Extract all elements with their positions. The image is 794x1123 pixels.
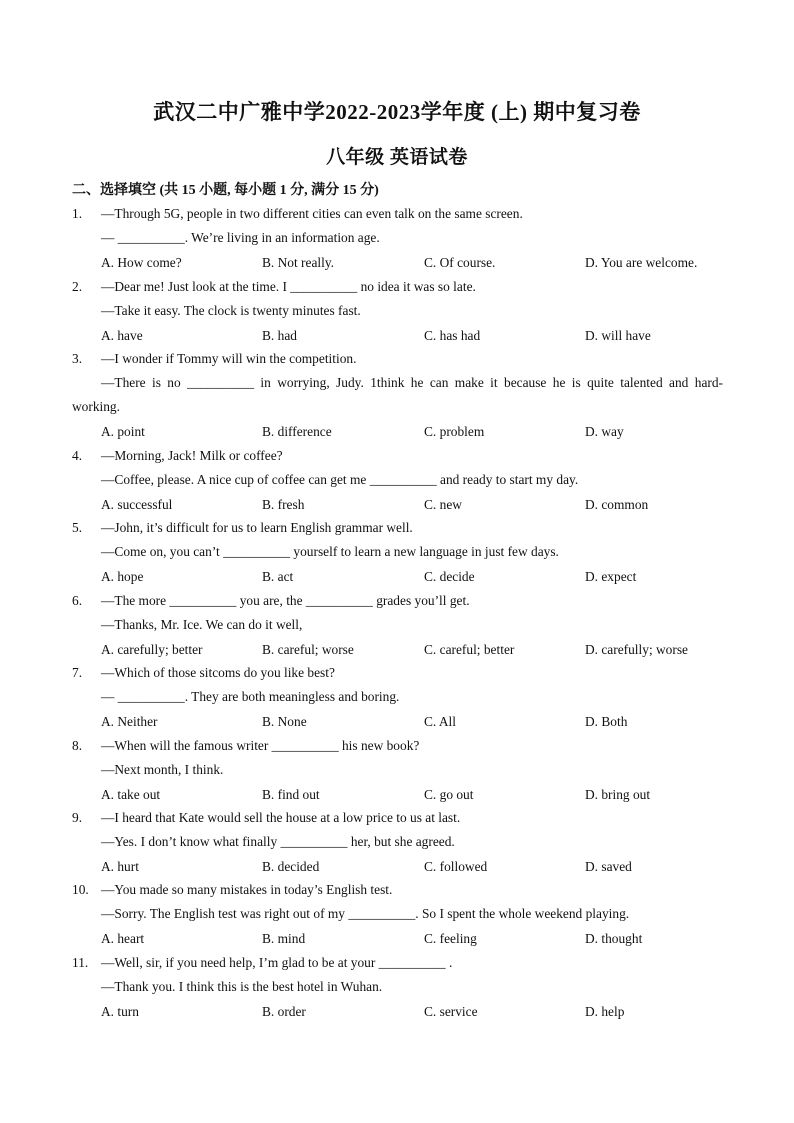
option-d: D. You are welcome. xyxy=(585,255,698,270)
option-b: B. had xyxy=(262,328,297,343)
option-c: C. new xyxy=(424,497,462,512)
exam-title: 武汉二中广雅中学2022-2023学年度 (上) 期中复习卷 xyxy=(153,100,641,124)
option-a: A. turn xyxy=(101,1004,139,1019)
question-number: 1. xyxy=(72,206,83,221)
option-c: C. followed xyxy=(424,859,488,874)
question-number: 8. xyxy=(72,738,83,753)
option-d: D. saved xyxy=(585,859,632,874)
question-response: —Yes. I don’t know what finally __________ her, but she agreed. xyxy=(101,834,455,849)
option-a: A. carefully; better xyxy=(101,642,203,657)
question-response: —Come on, you can’t __________ yourself to learn a new language in just few days. xyxy=(101,544,559,559)
option-c: C. careful; better xyxy=(424,642,515,657)
question-prompt: —Which of those sitcoms do you like best? xyxy=(101,665,335,680)
question-number: 6. xyxy=(72,593,83,608)
question-number: 5. xyxy=(72,520,83,535)
question-response: —Next month, I think. xyxy=(101,762,224,777)
option-b: B. Not really. xyxy=(262,255,335,270)
option-b: B. decided xyxy=(262,859,320,874)
option-a: A. successful xyxy=(101,497,173,512)
option-c: C. All xyxy=(424,714,456,729)
option-a: A. take out xyxy=(101,787,161,802)
question-response: —Coffee, please. A nice cup of coffee can get me __________ and ready to start my day. xyxy=(101,472,579,487)
exam-subtitle: 八年级 英语试卷 xyxy=(326,147,468,168)
option-c: C. service xyxy=(424,1004,478,1019)
question-response-continued: working. xyxy=(72,399,120,414)
question-number: 9. xyxy=(72,810,83,825)
question-prompt: —You made so many mistakes in today’s English test. xyxy=(101,882,393,897)
question-response: —There is no __________ in worrying, Judy. 1think he can make it because he is quite talented and hard- xyxy=(101,375,723,390)
option-d: D. Both xyxy=(585,714,628,729)
option-c: C. go out xyxy=(424,787,474,802)
option-d: D. thought xyxy=(585,931,643,946)
option-b: B. None xyxy=(262,714,307,729)
question-response: — __________. We’re living in an information age. xyxy=(101,230,380,245)
question-response: —Thank you. I think this is the best hotel in Wuhan. xyxy=(101,979,383,994)
question-prompt: —Through 5G, people in two different cities can even talk on the same screen. xyxy=(101,206,523,221)
question-prompt: —Morning, Jack! Milk or coffee? xyxy=(101,448,283,463)
option-a: A. have xyxy=(101,328,143,343)
option-b: B. order xyxy=(262,1004,306,1019)
question-number: 4. xyxy=(72,448,83,463)
section-heading: 二、选择填空 (共 15 小题, 每小题 1 分, 满分 15 分) xyxy=(72,183,379,198)
option-d: D. expect xyxy=(585,569,637,584)
option-b: B. find out xyxy=(262,787,320,802)
question-response: —Sorry. The English test was right out of my __________. So I spent the whole weekend playing. xyxy=(101,906,630,921)
question-number: 11. xyxy=(72,955,89,970)
option-a: A. How come? xyxy=(101,255,182,270)
option-d: D. help xyxy=(585,1004,625,1019)
question-prompt: —John, it’s difficult for us to learn English grammar well. xyxy=(101,520,413,535)
option-a: A. Neither xyxy=(101,714,158,729)
option-b: B. fresh xyxy=(262,497,305,512)
option-c: C. feeling xyxy=(424,931,477,946)
option-c: C. decide xyxy=(424,569,475,584)
option-d: D. bring out xyxy=(585,787,651,802)
question-number: 10. xyxy=(72,882,89,897)
option-c: C. has had xyxy=(424,328,481,343)
option-b: B. difference xyxy=(262,424,332,439)
option-a: A. heart xyxy=(101,931,145,946)
option-d: D. will have xyxy=(585,328,651,343)
question-response: —Thanks, Mr. Ice. We can do it well, xyxy=(101,617,303,632)
option-d: D. carefully; worse xyxy=(585,642,688,657)
question-prompt: —Well, sir, if you need help, I’m glad to be at your __________ . xyxy=(101,955,453,970)
question-response: — __________. They are both meaningless and boring. xyxy=(101,689,400,704)
question-prompt: —When will the famous writer __________ his new book? xyxy=(101,738,420,753)
option-b: B. careful; worse xyxy=(262,642,354,657)
question-number: 2. xyxy=(72,279,83,294)
option-b: B. act xyxy=(262,569,294,584)
option-a: A. hope xyxy=(101,569,144,584)
option-a: A. point xyxy=(101,424,145,439)
question-number: 3. xyxy=(72,351,83,366)
question-prompt: —The more __________ you are, the __________ grades you’ll get. xyxy=(101,593,470,608)
option-c: C. problem xyxy=(424,424,485,439)
option-d: D. common xyxy=(585,497,649,512)
question-prompt: —I heard that Kate would sell the house at a low price to us at last. xyxy=(101,810,461,825)
option-d: D. way xyxy=(585,424,624,439)
question-prompt: —Dear me! Just look at the time. I __________ no idea it was so late. xyxy=(101,279,476,294)
option-b: B. mind xyxy=(262,931,306,946)
option-a: A. hurt xyxy=(101,859,139,874)
question-response: —Take it easy. The clock is twenty minutes fast. xyxy=(101,303,361,318)
option-c: C. Of course. xyxy=(424,255,496,270)
question-prompt: —I wonder if Tommy will win the competition. xyxy=(101,351,357,366)
question-number: 7. xyxy=(72,665,83,680)
